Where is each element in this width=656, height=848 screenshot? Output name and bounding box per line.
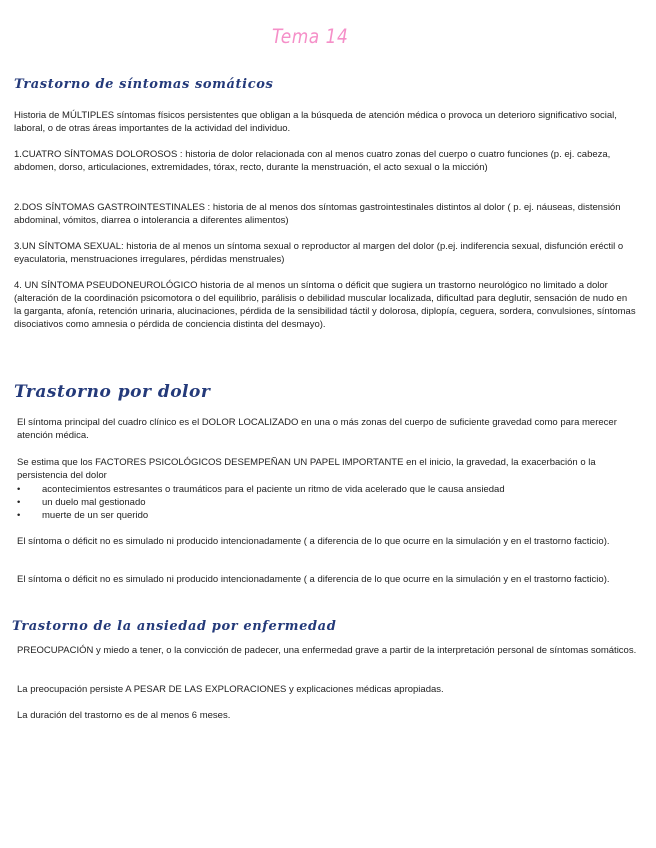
anxiety-paragraph-2: La preocupación persiste A PESAR DE LAS EXPLORACIONES y explicaciones médicas apropiadas. — [17, 684, 444, 695]
anxiety-paragraph-1: PREOCUPACIÓN y miedo a tener, o la convicción de padecer, una enfermedad grave a partir de la interpretación personal de síntomas somáticos. — [17, 645, 637, 656]
somatic-item-sexual: 3.UN SÍNTOMA SEXUAL: historia de al menos un síntoma sexual o reproductor al margen del dolor (p.ej. indiferencia sexual, disfunción eréctil o eyaculatoria, menstruaciones irregulares, pérdidas menstruales) — [14, 241, 624, 265]
section-heading-pain-disorder: Trastorno por dolor — [14, 382, 211, 402]
anxiety-paragraph-3: La duración del trastorno es de al menos 6 meses. — [17, 710, 231, 721]
pain-paragraph-3: El síntoma o déficit no es simulado ni producido intencionadamente ( a diferencia de lo que ocurre en la simulación y en el trastorno facticio). — [17, 536, 610, 547]
somatic-item-gastro: 2.DOS SÍNTOMAS GASTROINTESTINALES : historia de al menos dos síntomas gastrointestinales distintos al dolor ( p. ej. náuseas, distensión abdominal, vómitos, diarrea o intolerancia a diferentes alimentos) — [14, 202, 621, 226]
page-title: Tema 14 — [272, 25, 349, 49]
pain-paragraph-1: El síntoma principal del cuadro clínico es el DOLOR LOCALIZADO en una o más zonas del cuerpo de suficiente gravedad como para merecer atención médica. — [17, 417, 617, 441]
section-heading-somatic: Trastorno de síntomas somáticos — [14, 77, 274, 92]
pain-paragraph-4: El síntoma o déficit no es simulado ni producido intencionadamente ( a diferencia de lo que ocurre en la simulación y en el trastorno facticio). — [17, 574, 610, 585]
list-item: • acontecimientos estresantes o traumáticos para el paciente un ritmo de vida acelerado que le causa ansiedad — [17, 483, 505, 496]
list-item: • un duelo mal gestionado — [17, 496, 505, 509]
list-item: • muerte de un ser querido — [17, 509, 505, 522]
section-heading-illness-anxiety: Trastorno de la ansiedad por enfermedad — [12, 619, 337, 634]
somatic-item-pseudoneuro: 4. UN SÍNTOMA PSEUDONEUROLÓGICO historia de al menos un síntoma o déficit que sugiera un trastorno neurológico no limitado a dolor (alteración de la coordinación psicomotora o del equilibrio, parálisis o debilidad muscular localizada, dificultad para deglutir, sensación de nudo en la garganta, afonía, retención urinaria, alucinaciones, pérdida de la sensibilidad táctil y dolorosa, diplopía, ceguera, sordera, convulsiones, síntomas disociativos como amnesia o pérdida de conciencia distinta del desmayo). — [14, 280, 636, 330]
pain-factor-list — [17, 483, 505, 522]
somatic-intro: Historia de MÚLTIPLES síntomas físicos persistentes que obligan a la búsqueda de atención médica o provoca un deterioro significativo social, laboral, o de otras áreas importantes de la actividad del individuo. — [14, 110, 617, 134]
somatic-item-pain: 1.CUATRO SÍNTOMAS DOLOROSOS : historia de dolor relacionada con al menos cuatro zonas del cuerpo o cuatro funciones (p. ej. cabeza, abdomen, dorso, articulaciones, extremidades, tórax, recto, durante la menstruación, el acto sexual o la micción) — [14, 149, 611, 173]
pain-paragraph-2: Se estima que los FACTORES PSICOLÓGICOS DESEMPEÑAN UN PAPEL IMPORTANTE en el inicio, la gravedad, la exacerbación o la persistencia del dolor — [17, 457, 596, 481]
